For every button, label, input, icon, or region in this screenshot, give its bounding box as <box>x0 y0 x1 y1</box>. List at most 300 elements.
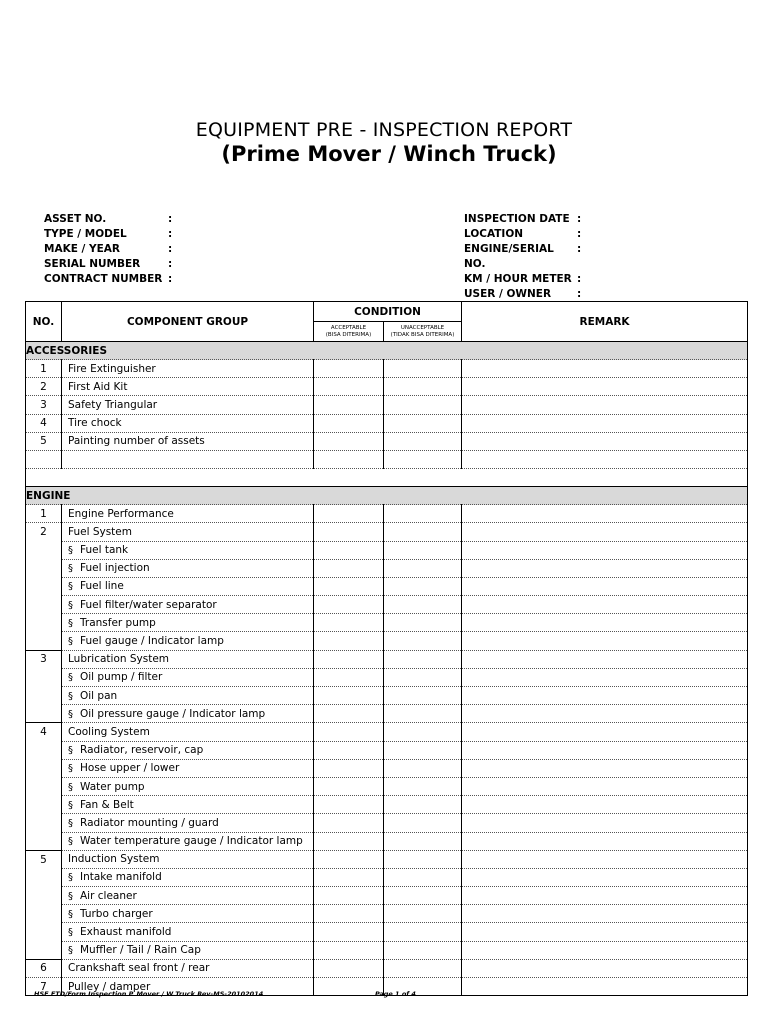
header-unacceptable-en: UNACCEPTABLE <box>400 324 445 331</box>
remark-cell[interactable] <box>462 577 748 595</box>
info-separator: : <box>168 243 173 255</box>
sub-component <box>62 559 314 577</box>
item-number <box>26 559 62 577</box>
remark-cell[interactable] <box>462 850 748 868</box>
component-label: Fire Extinguisher <box>68 362 156 375</box>
info-separator: : <box>577 243 582 255</box>
component-label: Engine Performance <box>68 507 174 520</box>
sub-component <box>62 941 314 959</box>
bullet-icon: § <box>68 672 73 684</box>
header-acceptable-en: ACCEPTABLE <box>330 324 367 331</box>
table-row <box>26 905 748 923</box>
blank-cell <box>26 450 62 468</box>
table-row <box>26 614 748 632</box>
unacceptable-cell[interactable] <box>384 723 462 741</box>
sub-component <box>62 887 314 905</box>
unacceptable-cell[interactable] <box>384 577 462 595</box>
unacceptable-cell[interactable] <box>384 378 462 396</box>
sub-component <box>62 814 314 832</box>
item-number: 1 <box>26 360 62 378</box>
table-row <box>26 559 748 577</box>
info-row-inspection-date <box>464 212 581 227</box>
info-separator: : <box>168 273 173 285</box>
acceptable-cell[interactable] <box>314 596 384 614</box>
info-separator: : <box>577 273 582 285</box>
bullet-icon: § <box>68 708 73 720</box>
component-label: Fuel tank <box>80 544 129 557</box>
unacceptable-cell[interactable] <box>384 814 462 832</box>
unacceptable-cell[interactable] <box>384 759 462 777</box>
item-number: 5 <box>26 432 62 450</box>
remark-cell[interactable] <box>462 650 748 668</box>
sub-component <box>62 923 314 941</box>
table-row <box>26 360 748 378</box>
item-number <box>26 887 62 905</box>
bullet-icon: § <box>68 799 73 811</box>
component-label: Hose upper / lower <box>80 762 180 775</box>
acceptable-cell[interactable] <box>314 668 384 686</box>
item-number: 4 <box>26 723 62 741</box>
component-label: Oil pan <box>80 689 118 702</box>
component-label: Intake manifold <box>80 871 162 884</box>
sub-component <box>62 614 314 632</box>
remark-cell[interactable] <box>462 923 748 941</box>
section-title: ACCESSORIES <box>26 342 748 360</box>
table-row <box>26 687 748 705</box>
table-row <box>26 396 748 414</box>
component-label: Tire chock <box>68 417 122 430</box>
component-label: Fan & Belt <box>80 798 134 811</box>
remark-cell[interactable] <box>462 777 748 795</box>
component-label: Water temperature gauge / Indicator lamp <box>80 835 303 848</box>
item-number <box>26 814 62 832</box>
remark-cell[interactable] <box>462 814 748 832</box>
remark-cell[interactable] <box>462 759 748 777</box>
info-label: KM / HOUR METER <box>464 273 572 285</box>
remark-cell[interactable] <box>462 596 748 614</box>
unacceptable-cell[interactable] <box>384 505 462 523</box>
info-label: MAKE / YEAR <box>44 243 121 255</box>
unacceptable-cell[interactable] <box>384 414 462 432</box>
component-group <box>62 432 314 450</box>
item-number: 1 <box>26 505 62 523</box>
inspection-table <box>25 301 748 996</box>
sub-component <box>62 668 314 686</box>
component-label: Fuel System <box>68 525 132 538</box>
table-row <box>26 541 748 559</box>
acceptable-cell[interactable] <box>314 432 384 450</box>
blank-cell[interactable] <box>384 450 462 468</box>
acceptable-cell[interactable] <box>314 905 384 923</box>
sub-component <box>62 905 314 923</box>
item-number: 2 <box>26 378 62 396</box>
remark-cell[interactable] <box>462 868 748 886</box>
unacceptable-cell[interactable] <box>384 777 462 795</box>
component-label: Induction System <box>68 853 160 866</box>
item-number: 7 <box>26 978 62 996</box>
acceptable-cell[interactable] <box>314 832 384 850</box>
info-row-engine-serial <box>464 242 581 272</box>
item-number: 5 <box>26 850 62 868</box>
info-label: SERIAL NUMBER <box>44 258 141 270</box>
bullet-icon: § <box>68 817 73 829</box>
item-number <box>26 596 62 614</box>
unacceptable-cell[interactable] <box>384 850 462 868</box>
header-remark: REMARK <box>462 302 748 342</box>
table-row <box>26 759 748 777</box>
remark-cell[interactable] <box>462 414 748 432</box>
remark-cell[interactable] <box>462 687 748 705</box>
spacer-row <box>26 469 748 487</box>
acceptable-cell[interactable] <box>314 868 384 886</box>
acceptable-cell[interactable] <box>314 414 384 432</box>
table-row <box>26 959 748 977</box>
blank-cell[interactable] <box>314 450 384 468</box>
item-number: 2 <box>26 523 62 541</box>
unacceptable-cell[interactable] <box>384 687 462 705</box>
component-label: Water pump <box>80 780 145 793</box>
component-label: Painting number of assets <box>68 435 205 448</box>
unacceptable-cell[interactable] <box>384 905 462 923</box>
acceptable-cell[interactable] <box>314 687 384 705</box>
sub-component <box>62 741 314 759</box>
info-separator: : <box>577 228 582 240</box>
sub-component <box>62 596 314 614</box>
sub-component <box>62 777 314 795</box>
item-number: 4 <box>26 414 62 432</box>
acceptable-cell[interactable] <box>314 614 384 632</box>
unacceptable-cell[interactable] <box>384 796 462 814</box>
table-row <box>26 414 748 432</box>
info-label: CONTRACT NUMBER <box>44 273 163 285</box>
report-subtitle: (Prime Mover / Winch Truck) <box>221 142 557 166</box>
remark-cell[interactable] <box>462 632 748 650</box>
table-row <box>26 777 748 795</box>
header-unacceptable-id: (TIDAK BISA DITERIMA) <box>390 331 455 338</box>
acceptable-cell[interactable] <box>314 796 384 814</box>
table-row <box>26 868 748 886</box>
info-separator: : <box>577 213 582 225</box>
unacceptable-cell[interactable] <box>384 668 462 686</box>
bullet-icon: § <box>68 836 73 848</box>
table-row <box>26 923 748 941</box>
unacceptable-cell[interactable] <box>384 868 462 886</box>
acceptable-cell[interactable] <box>314 741 384 759</box>
report-title: EQUIPMENT PRE - INSPECTION REPORT <box>195 119 573 141</box>
table-row <box>26 432 748 450</box>
acceptable-cell[interactable] <box>314 632 384 650</box>
bullet-icon: § <box>68 927 73 939</box>
item-number: 6 <box>26 959 62 977</box>
section-title: ENGINE <box>26 487 748 505</box>
component-group <box>62 378 314 396</box>
blank-cell[interactable] <box>462 450 748 468</box>
table-row <box>26 668 748 686</box>
info-row-km-hour-meter <box>464 272 581 287</box>
sub-component <box>62 759 314 777</box>
remark-cell[interactable] <box>462 905 748 923</box>
table-row <box>26 523 748 541</box>
table-row <box>26 741 748 759</box>
item-number <box>26 705 62 723</box>
acceptable-cell[interactable] <box>314 505 384 523</box>
unacceptable-cell[interactable] <box>384 596 462 614</box>
info-separator: : <box>168 213 173 225</box>
acceptable-cell[interactable] <box>314 559 384 577</box>
acceptable-cell[interactable] <box>314 923 384 941</box>
component-label: Exhaust manifold <box>80 926 172 939</box>
item-number <box>26 687 62 705</box>
acceptable-cell[interactable] <box>314 777 384 795</box>
table-row <box>26 378 748 396</box>
header-acceptable-id: (BISA DITERIMA) <box>325 331 372 338</box>
component-label: Safety Triangular <box>68 398 158 411</box>
component-group <box>62 414 314 432</box>
component-group <box>62 650 314 668</box>
bullet-icon: § <box>68 908 73 920</box>
info-label: LOCATION <box>464 228 524 240</box>
item-number <box>26 577 62 595</box>
asset-info-left <box>44 212 172 287</box>
unacceptable-cell[interactable] <box>384 741 462 759</box>
header-no: NO. <box>26 302 62 342</box>
sub-component <box>62 796 314 814</box>
component-group <box>62 523 314 541</box>
sub-component <box>62 541 314 559</box>
remark-cell[interactable] <box>462 559 748 577</box>
remark-cell[interactable] <box>462 887 748 905</box>
unacceptable-cell[interactable] <box>384 705 462 723</box>
info-label: ENGINE/SERIAL NO. <box>464 243 554 270</box>
table-row <box>26 632 748 650</box>
item-number <box>26 923 62 941</box>
remark-cell[interactable] <box>462 360 748 378</box>
info-row-contract-number <box>44 272 172 287</box>
unacceptable-cell[interactable] <box>384 632 462 650</box>
component-group <box>62 360 314 378</box>
acceptable-cell[interactable] <box>314 378 384 396</box>
sub-component <box>62 868 314 886</box>
table-row <box>26 814 748 832</box>
asset-info-right <box>464 212 581 302</box>
table-row <box>26 505 748 523</box>
remark-cell[interactable] <box>462 378 748 396</box>
remark-cell[interactable] <box>462 941 748 959</box>
remark-cell[interactable] <box>462 432 748 450</box>
bullet-icon: § <box>68 545 73 557</box>
bullet-icon: § <box>68 581 73 593</box>
section-row-accessories <box>26 342 748 360</box>
info-label: TYPE / MODEL <box>44 228 127 240</box>
bullet-icon: § <box>68 890 73 902</box>
info-row-location <box>464 227 581 242</box>
acceptable-cell[interactable] <box>314 396 384 414</box>
component-label: Fuel line <box>80 580 124 593</box>
acceptable-cell[interactable] <box>314 705 384 723</box>
component-label: Lubrication System <box>68 653 170 666</box>
info-separator: : <box>168 258 173 270</box>
bullet-icon: § <box>68 617 73 629</box>
header-acceptable <box>314 322 384 342</box>
info-separator: : <box>168 228 173 240</box>
acceptable-cell[interactable] <box>314 941 384 959</box>
component-label: Fuel gauge / Indicator lamp <box>80 635 224 648</box>
acceptable-cell[interactable] <box>314 577 384 595</box>
acceptable-cell[interactable] <box>314 814 384 832</box>
acceptable-cell[interactable] <box>314 360 384 378</box>
component-label: Crankshaft seal front / rear <box>68 962 210 975</box>
remark-cell[interactable] <box>462 614 748 632</box>
acceptable-cell[interactable] <box>314 978 384 996</box>
item-number <box>26 541 62 559</box>
component-group <box>62 396 314 414</box>
table-row <box>26 596 748 614</box>
item-number <box>26 614 62 632</box>
component-label: Fuel filter/water separator <box>80 598 217 611</box>
bullet-icon: § <box>68 690 73 702</box>
table-row <box>26 941 748 959</box>
sub-component <box>62 832 314 850</box>
item-number <box>26 941 62 959</box>
bullet-icon: § <box>68 563 73 575</box>
component-label: Fuel injection <box>80 562 150 575</box>
component-label: Oil pump / filter <box>80 671 163 684</box>
bullet-icon: § <box>68 781 73 793</box>
remark-cell[interactable] <box>462 705 748 723</box>
acceptable-cell[interactable] <box>314 850 384 868</box>
item-number <box>26 741 62 759</box>
remark-cell[interactable] <box>462 959 748 977</box>
component-label: Muffler / Tail / Rain Cap <box>80 944 201 957</box>
unacceptable-cell[interactable] <box>384 432 462 450</box>
info-row-asset-no <box>44 212 172 227</box>
bullet-icon: § <box>68 763 73 775</box>
unacceptable-cell[interactable] <box>384 923 462 941</box>
remark-cell[interactable] <box>462 723 748 741</box>
component-label: Cooling System <box>68 725 150 738</box>
item-number <box>26 832 62 850</box>
unacceptable-cell[interactable] <box>384 559 462 577</box>
header-unacceptable <box>384 322 462 342</box>
component-label: Radiator, reservoir, cap <box>80 744 204 757</box>
unacceptable-cell[interactable] <box>384 650 462 668</box>
unacceptable-cell[interactable] <box>384 887 462 905</box>
unacceptable-cell[interactable] <box>384 614 462 632</box>
item-number: 3 <box>26 396 62 414</box>
acceptable-cell[interactable] <box>314 887 384 905</box>
remark-cell[interactable] <box>462 396 748 414</box>
info-row-make-year <box>44 242 172 257</box>
item-number <box>26 905 62 923</box>
item-number: 3 <box>26 650 62 668</box>
table-row <box>26 577 748 595</box>
sub-component <box>62 687 314 705</box>
component-label: Oil pressure gauge / Indicator lamp <box>80 707 266 720</box>
info-label: ASSET NO. <box>44 213 107 225</box>
component-label: Transfer pump <box>80 616 156 629</box>
item-number <box>26 796 62 814</box>
remark-cell[interactable] <box>462 832 748 850</box>
bullet-icon: § <box>68 745 73 757</box>
component-group <box>62 850 314 868</box>
component-label: Radiator mounting / guard <box>80 816 219 829</box>
remark-cell[interactable] <box>462 668 748 686</box>
bullet-icon: § <box>68 872 73 884</box>
footer-page-number: Page 1 of 4 <box>375 990 416 998</box>
acceptable-cell[interactable] <box>314 759 384 777</box>
table-row <box>26 705 748 723</box>
section-row-engine <box>26 487 748 505</box>
info-row-serial-number <box>44 257 172 272</box>
component-label: First Aid Kit <box>68 380 128 393</box>
blank-row <box>26 450 748 468</box>
unacceptable-cell[interactable] <box>384 941 462 959</box>
item-number <box>26 632 62 650</box>
item-number <box>26 777 62 795</box>
acceptable-cell[interactable] <box>314 650 384 668</box>
table-row <box>26 832 748 850</box>
info-label: USER / OWNER <box>464 288 552 300</box>
unacceptable-cell[interactable] <box>384 541 462 559</box>
acceptable-cell[interactable] <box>314 523 384 541</box>
header-component-group: COMPONENT GROUP <box>62 302 314 342</box>
unacceptable-cell[interactable] <box>384 360 462 378</box>
unacceptable-cell[interactable] <box>384 959 462 977</box>
item-number <box>26 668 62 686</box>
remark-cell[interactable] <box>462 505 748 523</box>
remark-cell[interactable] <box>462 978 748 996</box>
bullet-icon: § <box>68 599 73 611</box>
table-row <box>26 887 748 905</box>
acceptable-cell[interactable] <box>314 959 384 977</box>
table-row <box>26 796 748 814</box>
component-label: Air cleaner <box>80 889 137 902</box>
remark-cell[interactable] <box>462 523 748 541</box>
bullet-icon: § <box>68 636 73 648</box>
item-number <box>26 868 62 886</box>
component-group <box>62 959 314 977</box>
sub-component <box>62 632 314 650</box>
info-separator: : <box>577 288 582 300</box>
table-row <box>26 723 748 741</box>
spacer-cell <box>26 469 748 487</box>
info-row-type-model <box>44 227 172 242</box>
acceptable-cell[interactable] <box>314 723 384 741</box>
acceptable-cell[interactable] <box>314 541 384 559</box>
table-row <box>26 850 748 868</box>
header-condition: CONDITION <box>314 302 462 322</box>
component-group <box>62 723 314 741</box>
info-row-user-owner <box>464 287 581 302</box>
sub-component <box>62 705 314 723</box>
footer-form-code: HSE FTD/Form Inspection P. Mover / W.Truck Rev-MS-20102014 <box>34 990 264 998</box>
item-number <box>26 759 62 777</box>
info-label: INSPECTION DATE <box>464 213 570 225</box>
unacceptable-cell[interactable] <box>384 832 462 850</box>
remark-cell[interactable] <box>462 741 748 759</box>
component-label: Pulley / damper <box>68 980 151 993</box>
table-row <box>26 650 748 668</box>
unacceptable-cell[interactable] <box>384 523 462 541</box>
component-label: Turbo charger <box>80 907 153 920</box>
remark-cell[interactable] <box>462 541 748 559</box>
component-group <box>62 505 314 523</box>
bullet-icon: § <box>68 945 73 957</box>
blank-cell <box>62 450 314 468</box>
remark-cell[interactable] <box>462 796 748 814</box>
sub-component <box>62 577 314 595</box>
unacceptable-cell[interactable] <box>384 396 462 414</box>
